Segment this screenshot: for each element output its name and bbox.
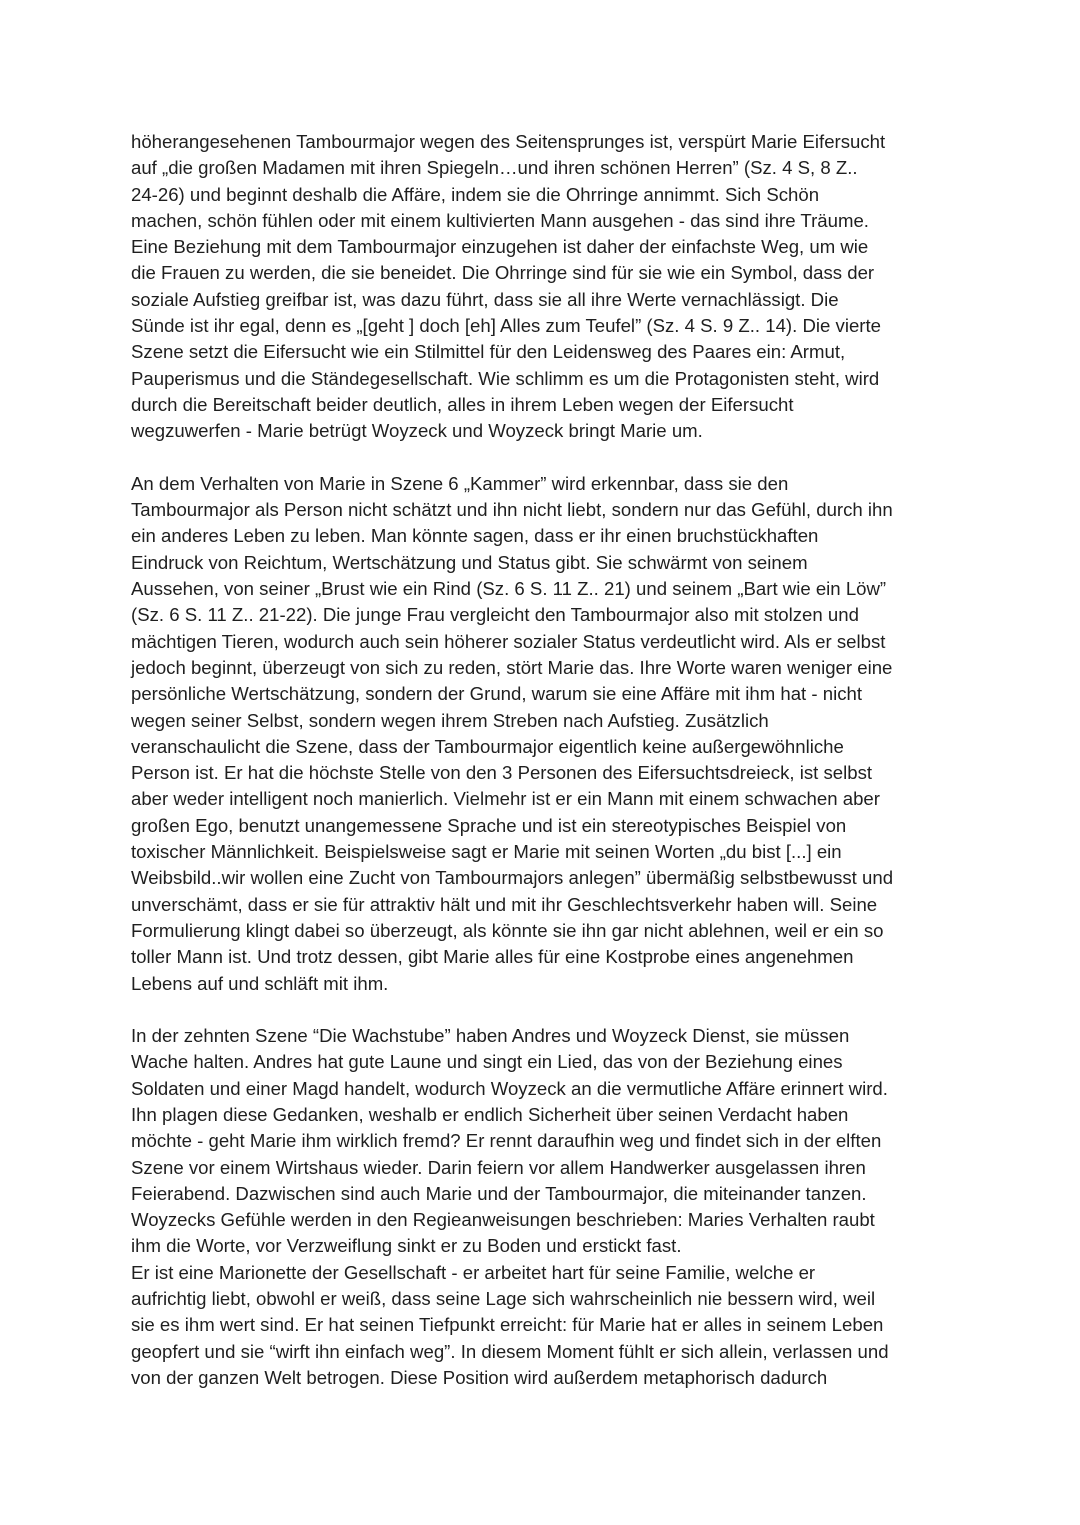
text-line: Ihn plagen diese Gedanken, weshalb er endlich Sicherheit über seinen Verdacht haben xyxy=(131,1103,849,1125)
text-line: geopfert und sie “wirft ihn einfach weg”. In diesem Moment fühlt er sich allein, verlassen und xyxy=(131,1340,889,1362)
paragraph-4 xyxy=(131,1260,961,1391)
text-line: Woyzecks Gefühle werden in den Regieanweisungen beschrieben: Maries Verhalten raubt xyxy=(131,1209,875,1231)
text-line: Soldaten und einer Magd handelt, wodurch Woyzeck an die vermutliche Affäre erinnert wird. xyxy=(131,1077,888,1099)
text-line: An dem Verhalten von Marie in Szene 6 „Kammer” wird erkennbar, dass sie den xyxy=(131,472,789,494)
text-line: Pauperismus und die Ständegesellschaft. Wie schlimm es um die Protagonisten steht, wird xyxy=(131,367,880,389)
text-line: durch die Bereitschaft beider deutlich, alles in ihrem Leben wegen der Eifersucht xyxy=(131,393,794,415)
text-line: ihm die Worte, vor Verzweiflung sinkt er zu Boden und erstickt fast. xyxy=(131,1235,682,1257)
text-line: höherangesehenen Tambourmajor wegen des Seitensprunges ist, verspürt Marie Eifersucht xyxy=(131,131,886,152)
text-line: toxischer Männlichkeit. Beispielsweise sagt er Marie mit seinen Worten „du bist [...] ein xyxy=(131,841,842,863)
text-line: Szene vor einem Wirtshaus wieder. Darin feiern vor allem Handwerker ausgelassen ihren xyxy=(131,1156,866,1178)
text-line: toller Mann ist. Und trotz dessen, gibt Marie alles für eine Kostprobe eines angenehmen xyxy=(131,946,854,968)
paragraph-2 xyxy=(131,471,961,997)
text-line: Eindruck von Reichtum, Wertschätzung und Status gibt. Sie schwärmt von seinem xyxy=(131,551,808,573)
text-line: Sünde ist ihr egal, denn es „[geht ] doch [eh] Alles zum Teufel” (Sz. 4 S. 9 Z.. 14). Die vierte xyxy=(131,315,881,337)
text-line: großen Ego, benutzt unangemessene Sprache und ist ein stereotypisches Beispiel von xyxy=(131,814,847,836)
text-line: die Frauen zu werden, die sie beneidet. Die Ohrringe sind für sie wie ein Symbol, dass der xyxy=(131,262,875,284)
text-line: Person ist. Er hat die höchste Stelle von den 3 Personen des Eifersuchtsdreieck, ist selbst xyxy=(131,762,873,784)
text-line: Formulierung klingt dabei so überzeugt, als könnte sie ihn gar nicht ablehnen, weil er ein so xyxy=(131,919,884,941)
text-line: auf „die großen Madamen mit ihren Spiegeln…und ihren schönen Herren” (Sz. 4 S, 8 Z.. xyxy=(131,157,858,179)
text-line: wegen seiner Selbst, sondern wegen ihrem Streben nach Aufstieg. Zusätzlich xyxy=(131,709,769,731)
text-line: (Sz. 6 S. 11 Z.. 21-22). Die junge Frau vergleicht den Tambourmajor also mit stolzen und xyxy=(131,604,859,626)
text-line: Aussehen, von seiner „Brust wie ein Rind (Sz. 6 S. 11 Z.. 21) und seinem „Bart wie ein Löw” xyxy=(131,578,887,600)
paragraph-1 xyxy=(131,129,961,445)
text-line: Lebens auf und schläft mit ihm. xyxy=(131,972,389,994)
text-line: mächtigen Tieren, wodurch auch sein höherer sozialer Status verdeutlicht wird. Als er selbst xyxy=(131,630,886,652)
text-line: Szene setzt die Eifersucht wie ein Stilmittel für den Leidensweg des Paares ein: Armut, xyxy=(131,341,846,363)
text-line: Weibsbild..wir wollen eine Zucht von Tambourmajors anlegen” übermäßig selbstbewusst und xyxy=(131,867,894,889)
text-line: aufrichtig liebt, obwohl er weiß, dass seine Lage sich wahrscheinlich nie bessern wird, weil xyxy=(131,1288,876,1310)
text-line: In der zehnten Szene “Die Wachstube” haben Andres und Woyzeck Dienst, sie müssen xyxy=(131,1025,850,1047)
text-line: soziale Aufstieg greifbar ist, was dazu führt, dass sie all ihre Werte vernachlässigt. Die xyxy=(131,288,839,310)
text-line: Eine Beziehung mit dem Tambourmajor einzugehen ist daher der einfachste Weg, um wie xyxy=(131,236,869,258)
text-line: sie es ihm wert sind. Er hat seinen Tiefpunkt erreicht: für Marie hat er alles in seinem Leben xyxy=(131,1314,884,1336)
text-line: aber weder intelligent noch manierlich. Vielmehr ist er ein Mann mit einem schwachen aber xyxy=(131,788,880,810)
text-line: 24-26) und beginnt deshalb die Affäre, indem sie die Ohrringe annimmt. Sich Schön xyxy=(131,183,820,205)
text-line: jedoch beginnt, überzeugt von sich zu reden, stört Marie das. Ihre Worte waren weniger eine xyxy=(131,656,893,678)
text-line: Er ist eine Marionette der Gesellschaft - er arbeitet hart für seine Familie, welche er xyxy=(131,1261,816,1283)
paragraph-3 xyxy=(131,1023,961,1260)
text-line: von der ganzen Welt betrogen. Diese Position wird außerdem metaphorisch dadurch xyxy=(131,1366,828,1388)
text-line: ein anderes Leben zu leben. Man könnte sagen, dass er ihr einen bruchstückhaften xyxy=(131,525,819,547)
text-line: Feierabend. Dazwischen sind auch Marie und der Tambourmajor, die miteinander tanzen. xyxy=(131,1182,867,1204)
text-line: persönliche Wertschätzung, sondern der Grund, warum sie eine Affäre mit ihm hat - nicht xyxy=(131,683,863,705)
text-line: Tambourmajor als Person nicht schätzt und ihn nicht liebt, sondern nur das Gefühl, durch ihn xyxy=(131,499,893,521)
paragraph-spacer xyxy=(131,445,961,471)
text-line: machen, schön fühlen oder mit einem kultivierten Mann ausgehen - das sind ihre Träume. xyxy=(131,209,869,231)
text-line: wegzuwerfen - Marie betrügt Woyzeck und Woyzeck bringt Marie um. xyxy=(131,420,703,442)
paragraph-spacer xyxy=(131,997,961,1023)
document-body xyxy=(131,129,961,1391)
text-line: unverschämt, dass er sie für attraktiv hält und mit ihr Geschlechtsverkehr haben will. Seine xyxy=(131,893,878,915)
text-line: veranschaulicht die Szene, dass der Tambourmajor eigentlich keine außergewöhnliche xyxy=(131,735,844,757)
text-line: möchte - geht Marie ihm wirklich fremd? Er rennt daraufhin weg und findet sich in der elften xyxy=(131,1130,882,1152)
text-line: Wache halten. Andres hat gute Laune und singt ein Lied, das von der Beziehung eines xyxy=(131,1051,843,1073)
